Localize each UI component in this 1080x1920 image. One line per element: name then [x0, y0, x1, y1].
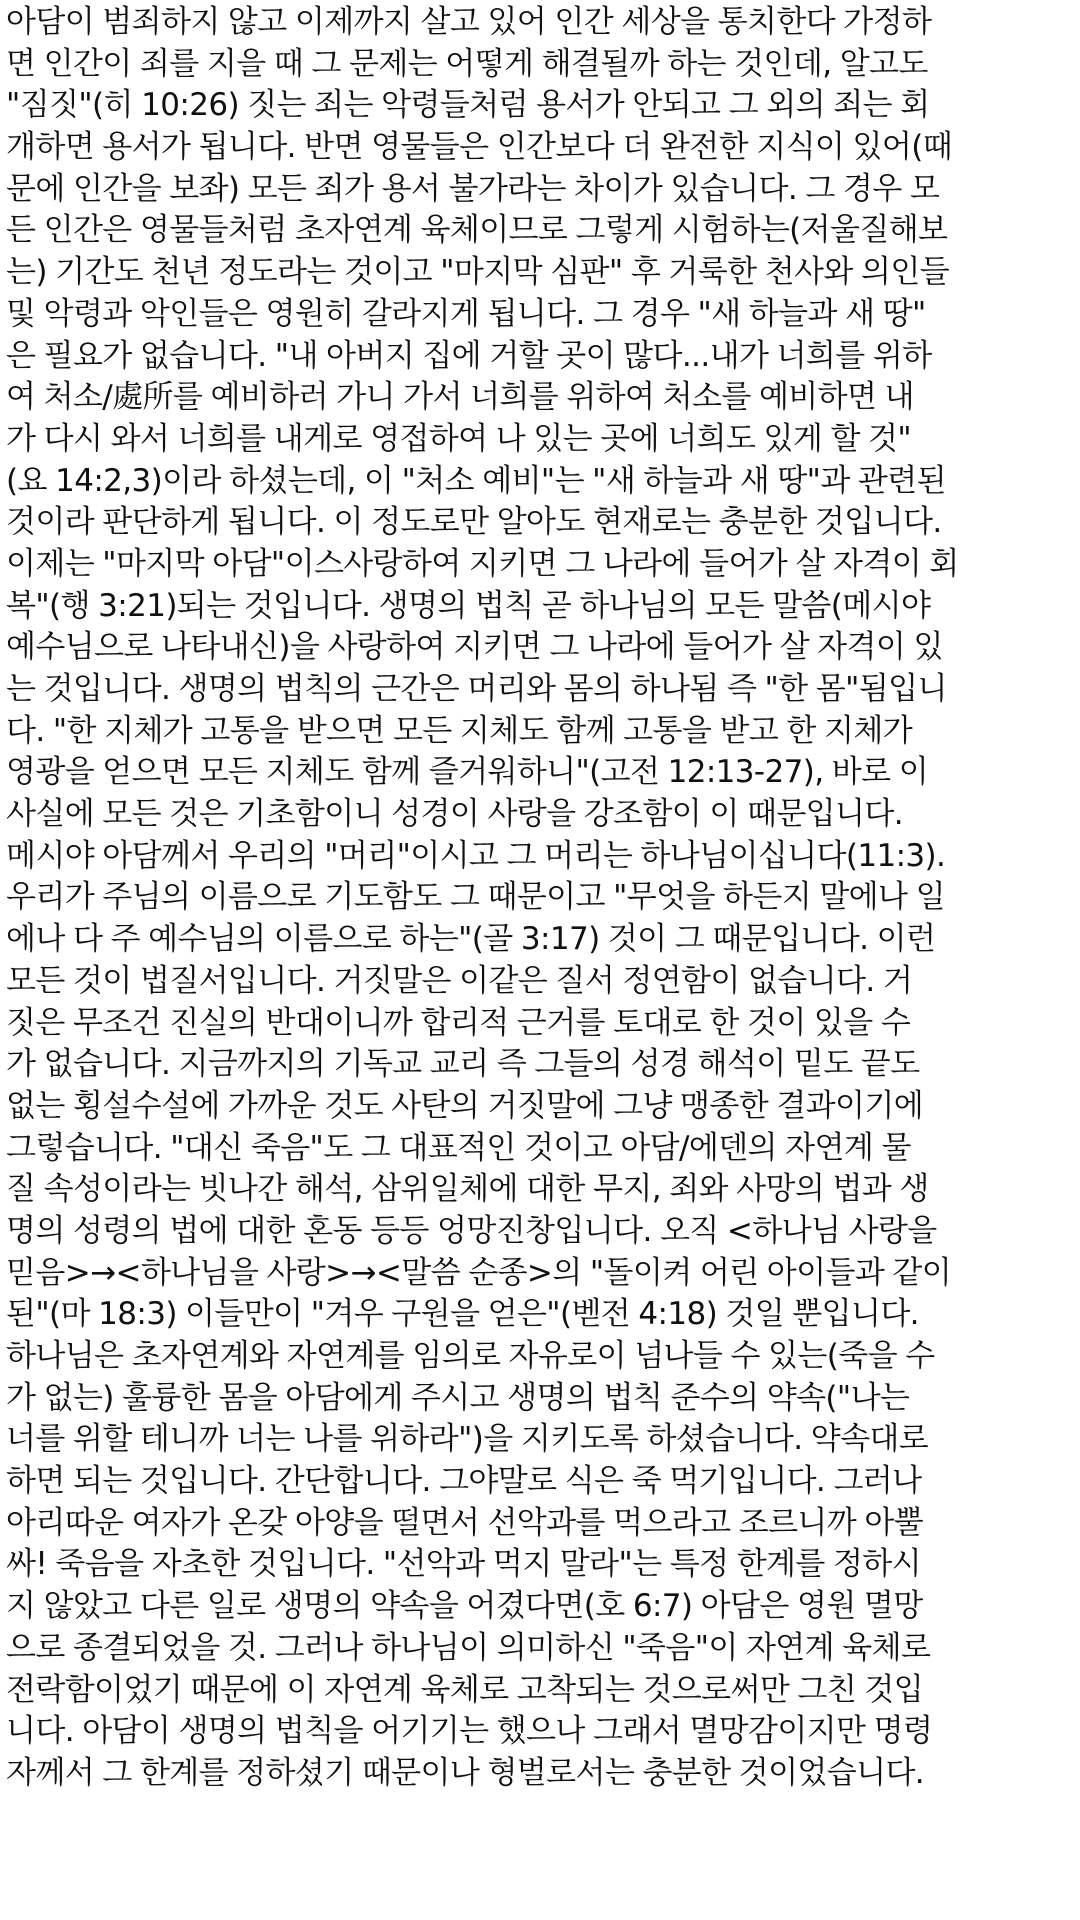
text-line: 것이라 판단하게 됩니다. 이 정도로만 알아도 현재로는 충분한 것입니다. [6, 504, 942, 541]
text-line: "짐짓"(히 10:26) 짓는 죄는 악령들처럼 용서가 안되고 그 외의 죄는 회 [6, 87, 930, 124]
text-line: 질 속성이라는 빗나간 해석, 삼위일체에 대한 무지, 죄와 사망의 법과 생 [6, 1171, 929, 1208]
text-line: 아담이 범죄하지 않고 이제까지 살고 있어 인간 세상을 통치한다 가정하 [6, 4, 932, 40]
text-line: 지 않았고 다른 일로 생명의 약속을 어겼다면(호 6:7) 아담은 영원 멸망 [6, 1588, 923, 1625]
text-line: 싸! 죽음을 자초한 것입니다. "선악과 먹지 말라"는 특정 한계를 정하시 [6, 1546, 922, 1583]
text-line: 된"(마 18:3) 이들만이 "겨우 구원을 얻은"(벧전 4:18) 것일 뿐입니다. [6, 1296, 919, 1333]
text-line: 문에 인간을 보좌) 모든 죄가 용서 불가라는 차이가 있습니다. 그 경우 모 [6, 170, 940, 207]
text-line: 사실에 모든 것은 기초함이니 성경이 사랑을 강조함이 이 때문입니다. [6, 796, 903, 833]
document-body [0, 2, 1080, 1795]
text-line: 은 필요가 없습니다. "내 아버지 집에 거할 곳이 많다...내가 너희를 위하 [6, 337, 932, 374]
text-line: 및 악령과 악인들은 영원히 갈라지게 됩니다. 그 경우 "새 하늘과 새 땅" [6, 295, 926, 332]
text-line: 그렇습니다. "대신 죽음"도 그 대표적인 것이고 아담/에덴의 자연계 물 [6, 1129, 911, 1166]
text-line: 가 다시 와서 너희를 내게로 영접하여 나 있는 곳에 너희도 있게 할 것" [6, 420, 912, 457]
text-line: 메시야 아담께서 우리의 "머리"이시고 그 머리는 하나님이십니다(11:3). [6, 837, 946, 874]
text-line: 전락함이었기 때문에 이 자연계 육체로 고착되는 것으로써만 그친 것입 [6, 1671, 924, 1708]
text-line: 명의 성령의 법에 대한 혼동 등등 엉망진창입니다. 오직 <하나님 사랑을 [6, 1212, 937, 1249]
text-line: 면 인간이 죄를 지을 때 그 문제는 어떻게 해결될까 하는 것인데, 알고도 [6, 45, 928, 82]
text-line: 니다. 아담이 생명의 법칙을 어기기는 했으나 그래서 멸망감이지만 명령 [6, 1713, 933, 1750]
text-line: 는) 기간도 천년 정도라는 것이고 "마지막 심판" 후 거룩한 천사와 의인들 [6, 254, 950, 291]
text-line: 에나 다 주 예수님의 이름으로 하는"(골 3:17) 것이 그 때문입니다. 이런 [6, 921, 936, 958]
text-line: 이제는 "마지막 아담"이스사랑하여 지키면 그 나라에 들어가 살 자격이 회 [6, 545, 959, 582]
text-line: 든 인간은 영물들처럼 초자연계 육체이므로 그렇게 시험하는(저울질해보 [6, 212, 948, 249]
text-line: 영광을 얻으면 모든 지체도 함께 즐거워하니"(고전 12:13-27), 바로 이 [6, 754, 929, 791]
text-line: 너를 위할 테니까 너는 나를 위하라")을 지키도록 하셨습니다. 약속대로 [6, 1421, 929, 1458]
text-line: 가 없는) 훌륭한 몸을 아담에게 주시고 생명의 법칙 준수의 약속("나는 [6, 1379, 910, 1416]
text-line: 짓은 무조건 진실의 반대이니까 합리적 근거를 토대로 한 것이 있을 수 [6, 1004, 911, 1041]
text-line: 개하면 용서가 됩니다. 반면 영물들은 인간보다 더 완전한 지식이 있어(때 [6, 129, 953, 166]
text-line: 아리따운 여자가 온갖 아양을 떨면서 선악과를 먹으라고 조르니까 아뿔 [6, 1504, 924, 1541]
text-line: 는 것입니다. 생명의 법칙의 근간은 머리와 몸의 하나됨 즉 "한 몸"됨입니 [6, 671, 947, 707]
text-line: 하나님은 초자연계와 자연계를 임의로 자유로이 넘나들 수 있는(죽을 수 [6, 1338, 935, 1374]
text-line: 모든 것이 법질서입니다. 거짓말은 이같은 질서 정연함이 없습니다. 거 [6, 962, 913, 999]
text-line: 으로 종결되었을 것. 그러나 하나님이 의미하신 "죽음"이 자연계 육체로 [6, 1629, 931, 1666]
text-line: (요 14:2,3)이라 하셨는데, 이 "처소 예비"는 "새 하늘과 새 땅"과 관련된 [6, 462, 946, 499]
text-line: 하면 되는 것입니다. 간단합니다. 그야말로 식은 죽 먹기입니다. 그러나 [6, 1463, 922, 1500]
text-line: 다. "한 지체가 고통을 받으면 모든 지체도 함께 고통을 받고 한 지체가 [6, 712, 913, 749]
text-line: 예수님으로 나타내신)을 사랑하여 지키면 그 나라에 들어가 살 자격이 있 [6, 629, 943, 666]
text-line: 믿음>→<하나님을 사랑>→<말씀 순종>의 "돌이켜 어린 아이들과 같이 [6, 1254, 952, 1291]
text-line: 여 처소/處所를 예비하러 가니 가서 너희를 위하여 처소를 예비하면 내 [6, 379, 914, 416]
text-line: 자께서 그 한계를 정하셨기 때문이나 형벌로서는 충분한 것이었습니다. [6, 1754, 925, 1791]
text-line: 복"(행 3:21)되는 것입니다. 생명의 법칙 곧 하나님의 모든 말씀(메시야 [6, 587, 931, 624]
text-line: 없는 횡설수설에 가까운 것도 사탄의 거짓말에 그냥 맹종한 결과이기에 [6, 1087, 924, 1124]
text-line: 가 없습니다. 지금까지의 기독교 교리 즉 그들의 성경 해석이 밑도 끝도 [6, 1046, 920, 1083]
text-line: 우리가 주님의 이름으로 기도함도 그 때문이고 "무엇을 하든지 말에나 일 [6, 879, 945, 916]
